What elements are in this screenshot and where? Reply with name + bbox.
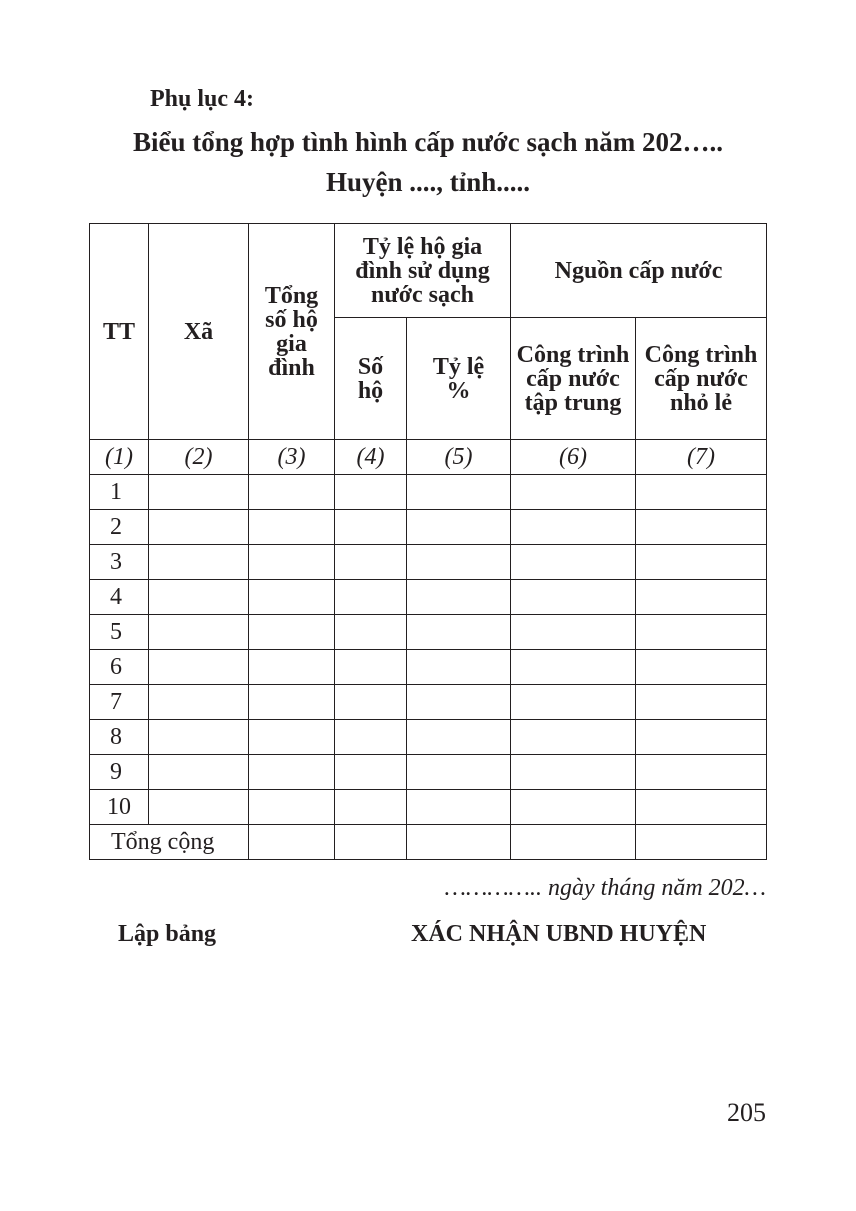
prepared-by-label: Lập bảng	[118, 921, 217, 947]
column-number: (7)	[636, 440, 767, 475]
table-row	[90, 720, 767, 755]
cell	[511, 615, 636, 650]
header-water-source: Nguồn cấp nước	[511, 224, 767, 318]
cell	[249, 475, 335, 510]
row-number: 8	[90, 720, 149, 755]
cell	[149, 475, 249, 510]
document-title: Biểu tổng hợp tình hình cấp nước sạch năm 202…..	[133, 127, 723, 157]
column-number: (6)	[511, 440, 636, 475]
cell	[149, 545, 249, 580]
cell	[249, 545, 335, 580]
cell	[511, 580, 636, 615]
cell	[149, 755, 249, 790]
cell	[636, 755, 767, 790]
row-number: 2	[90, 510, 149, 545]
column-number: (2)	[149, 440, 249, 475]
cell	[407, 685, 511, 720]
cell	[335, 685, 407, 720]
header-commune: Xã	[149, 224, 249, 440]
cell	[636, 650, 767, 685]
cell	[636, 545, 767, 580]
header-total-households: Tổng số hộ gia đình	[249, 224, 335, 440]
cell	[335, 720, 407, 755]
cell	[636, 825, 767, 860]
appendix-label: Phụ lục 4:	[150, 86, 255, 112]
cell	[407, 580, 511, 615]
cell	[335, 650, 407, 685]
table-row	[90, 685, 767, 720]
header-centralized-supply: Công trình cấp nước tập trung	[511, 318, 636, 440]
row-number: 4	[90, 580, 149, 615]
date-line: ………….. ngày tháng năm 202…	[444, 875, 766, 901]
header-tt: TT	[90, 224, 149, 440]
cell	[636, 685, 767, 720]
table-row	[90, 790, 767, 825]
cell	[335, 475, 407, 510]
cell	[407, 615, 511, 650]
cell	[511, 790, 636, 825]
cell	[249, 650, 335, 685]
water-supply-table	[89, 223, 767, 860]
cell	[249, 755, 335, 790]
cell	[636, 510, 767, 545]
row-number: 5	[90, 615, 149, 650]
cell	[249, 615, 335, 650]
column-number: (4)	[335, 440, 407, 475]
total-label: Tổng cộng	[90, 825, 249, 860]
cell	[636, 580, 767, 615]
cell	[407, 790, 511, 825]
header-small-scale-supply: Công trình cấp nước nhỏ lẻ	[636, 318, 767, 440]
row-number: 1	[90, 475, 149, 510]
table-row	[90, 755, 767, 790]
cell	[335, 755, 407, 790]
header-rate-percent: Tỷ lệ %	[407, 318, 511, 440]
cell	[149, 720, 249, 755]
cell	[511, 545, 636, 580]
cell	[335, 790, 407, 825]
header-row-top	[90, 224, 767, 318]
cell	[511, 650, 636, 685]
cell	[407, 545, 511, 580]
cell	[511, 720, 636, 755]
cell	[335, 510, 407, 545]
table-row	[90, 650, 767, 685]
cell	[249, 510, 335, 545]
column-number-row	[90, 440, 767, 475]
cell	[149, 685, 249, 720]
cell	[407, 720, 511, 755]
cell	[335, 615, 407, 650]
cell	[249, 720, 335, 755]
header-households-count: Số hộ	[335, 318, 407, 440]
cell	[407, 755, 511, 790]
document-subtitle: Huyện ...., tỉnh.....	[325, 167, 531, 197]
cell	[511, 755, 636, 790]
column-number: (5)	[407, 440, 511, 475]
cell	[335, 545, 407, 580]
cell	[249, 685, 335, 720]
cell	[636, 475, 767, 510]
column-number: (1)	[90, 440, 149, 475]
cell	[335, 825, 407, 860]
column-number: (3)	[249, 440, 335, 475]
cell	[511, 475, 636, 510]
row-number: 6	[90, 650, 149, 685]
table-row	[90, 615, 767, 650]
cell	[511, 825, 636, 860]
cell	[511, 685, 636, 720]
table-row	[90, 510, 767, 545]
cell	[149, 580, 249, 615]
cell	[407, 510, 511, 545]
row-number: 7	[90, 685, 149, 720]
cell	[636, 615, 767, 650]
cell	[636, 720, 767, 755]
row-number: 10	[90, 790, 149, 825]
cell	[249, 790, 335, 825]
cell	[511, 510, 636, 545]
confirmation-label: XÁC NHẬN UBND HUYỆN	[411, 921, 707, 947]
cell	[149, 615, 249, 650]
cell	[407, 475, 511, 510]
page-number: 205	[727, 1098, 766, 1127]
cell	[149, 790, 249, 825]
table-row	[90, 545, 767, 580]
cell	[149, 510, 249, 545]
cell	[249, 825, 335, 860]
header-clean-water-rate: Tỷ lệ hộ gia đình sử dụng nước sạch	[335, 224, 511, 318]
table-row	[90, 475, 767, 510]
row-number: 3	[90, 545, 149, 580]
row-number: 9	[90, 755, 149, 790]
cell	[249, 580, 335, 615]
table-row	[90, 580, 767, 615]
total-row	[90, 825, 767, 860]
cell	[407, 650, 511, 685]
cell	[407, 825, 511, 860]
cell	[335, 580, 407, 615]
cell	[636, 790, 767, 825]
cell	[149, 650, 249, 685]
